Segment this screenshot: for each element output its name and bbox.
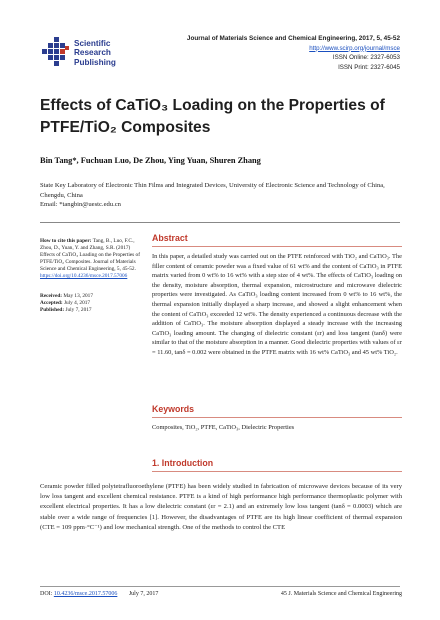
received-date: Received: May 13, 2017 xyxy=(40,292,93,299)
keywords-text: Composites, TiO₂, PTFE, CaTiO₃, Dielectric Properties xyxy=(152,424,295,431)
citation-sidebar xyxy=(40,238,140,314)
issn-online: ISSN Online: 2327-6053 xyxy=(332,54,400,61)
issn-print: ISSN Print: 2327-6045 xyxy=(338,63,400,71)
abstract-heading: Abstract xyxy=(152,233,402,247)
footer-date: July 7, 2017 xyxy=(128,591,159,597)
scirp-logo-icon xyxy=(40,37,70,67)
introduction-section xyxy=(152,458,402,477)
published-date: Published: July 7, 2017 xyxy=(40,306,92,313)
author-email: Email: *tangbin@uestc.edu.cn xyxy=(40,201,121,209)
publication-dates xyxy=(40,293,140,314)
abstract-text: In this paper, a detailed study was carried out on the PTFE reinforced with TiO₂ and CaTiO₃. The filler content of ceramic powder was a fixed value of 61 wt% and the content of CaTiO₃ in PTFE matrix varied from 0 wt% to 16 wt% with a step size of 4 wt%. The effects of CaTiO₃ loading on the density, moisture absorption, thermal expansion, microstructure and microwave dielectric properties were investigated. As CaTiO₃ loading content increased from 0 wt% to 16 wt%, the thermal expansion initially displayed a sharp increase, and showed a slight enhancement when the content of CaTiO₃ exceeded 12 wt%. The density experienced a continuous decrease with the addition of CaTiO₃. The moisture absorption displayed a steady increase with the increasing CaTiO₃ loading amount. The changing of dielectric constant (εr) and loss tangent (tanδ) were similar to that of the moisture absorption in a manner. Good dielectric properties with values of εr = 11.60, tanδ = 0.002 were obtained in the PTFE matrix with 16 wt% CaTiO₃ and 45 wt% TiO₂. xyxy=(152,253,402,356)
affiliation: State Key Laboratory of Electronic Thin Films and Integrated Devices, University of Electronic Science and Technology of China, Chengdu, China Email: *tangbin@uestc.edu.cn xyxy=(40,181,415,210)
article-title: Effects of CaTiO₃ Loading on the Properties of PTFE/TiO₂ Composites xyxy=(40,97,385,136)
keywords-section xyxy=(152,404,402,433)
keywords-heading: Keywords xyxy=(152,404,402,418)
journal-info xyxy=(187,34,400,72)
citation-doi-link[interactable]: https://doi.org/10.4236/msce.2017.57006 xyxy=(40,273,128,280)
journal-name: Journal of Materials Science and Chemical Engineering, 2017, 5, 45-52 xyxy=(186,35,400,42)
footer-divider xyxy=(40,586,400,587)
introduction-text: Ceramic powder filled polytetrafluoroethylene (PTFE) has been widely studied in fabrication of microwave devices because of its very low loss tangent and excellent chemical resistance. PTFE is a kind of high performance high performance thermoplastic polymer with excellent electrical properties. It has a low dielectric constant (εr = 2.1) and an extremely low loss tangent (tanδ = 0.0003) which are stable over a wide range of frequencies [1]. However, the disadvantages of PTFE are its high linear coefficient of thermal expansion (CTE = 109 ppm·°C⁻¹) and low mechanical strength. One of the methods to control the CTE xyxy=(40,483,402,531)
header-divider xyxy=(40,222,400,223)
publisher-logo xyxy=(40,37,190,69)
page-number: 45 J. Materials Science and Chemical Engineering xyxy=(280,591,402,597)
citation-block: How to cite this paper: Tang, B., Luo, F.C., Zhou, D., Yuan, Y. and Zhang, S.R. (2017) Effects of CaTiO₃ Loading on the Properties of PTFE/TiO₂ Composites. Journal of Materials Science and Chemical Engineering, 5, 45-52. https://doi.org/10.4236/msce.2017.57006 xyxy=(40,238,140,280)
page-footer: DOI: 10.4236/msce.2017.57006 July 7, 2017 45 J. Materials Science and Chemical Engineering xyxy=(40,591,402,597)
footer-doi-link[interactable]: 10.4236/msce.2017.57006 xyxy=(53,591,118,597)
journal-url-link[interactable]: http://www.scirp.org/journal/msce xyxy=(309,44,400,52)
publisher-name: Scientific Research Publishing xyxy=(74,39,116,67)
introduction-heading: 1. Introduction xyxy=(152,458,402,472)
author-list: Bin Tang*, Fuchuan Luo, De Zhou, Ying Yuan, Shuren Zhang xyxy=(40,156,261,165)
abstract-section xyxy=(152,233,402,358)
accepted-date: Accepted: July 4, 2017 xyxy=(40,299,91,306)
